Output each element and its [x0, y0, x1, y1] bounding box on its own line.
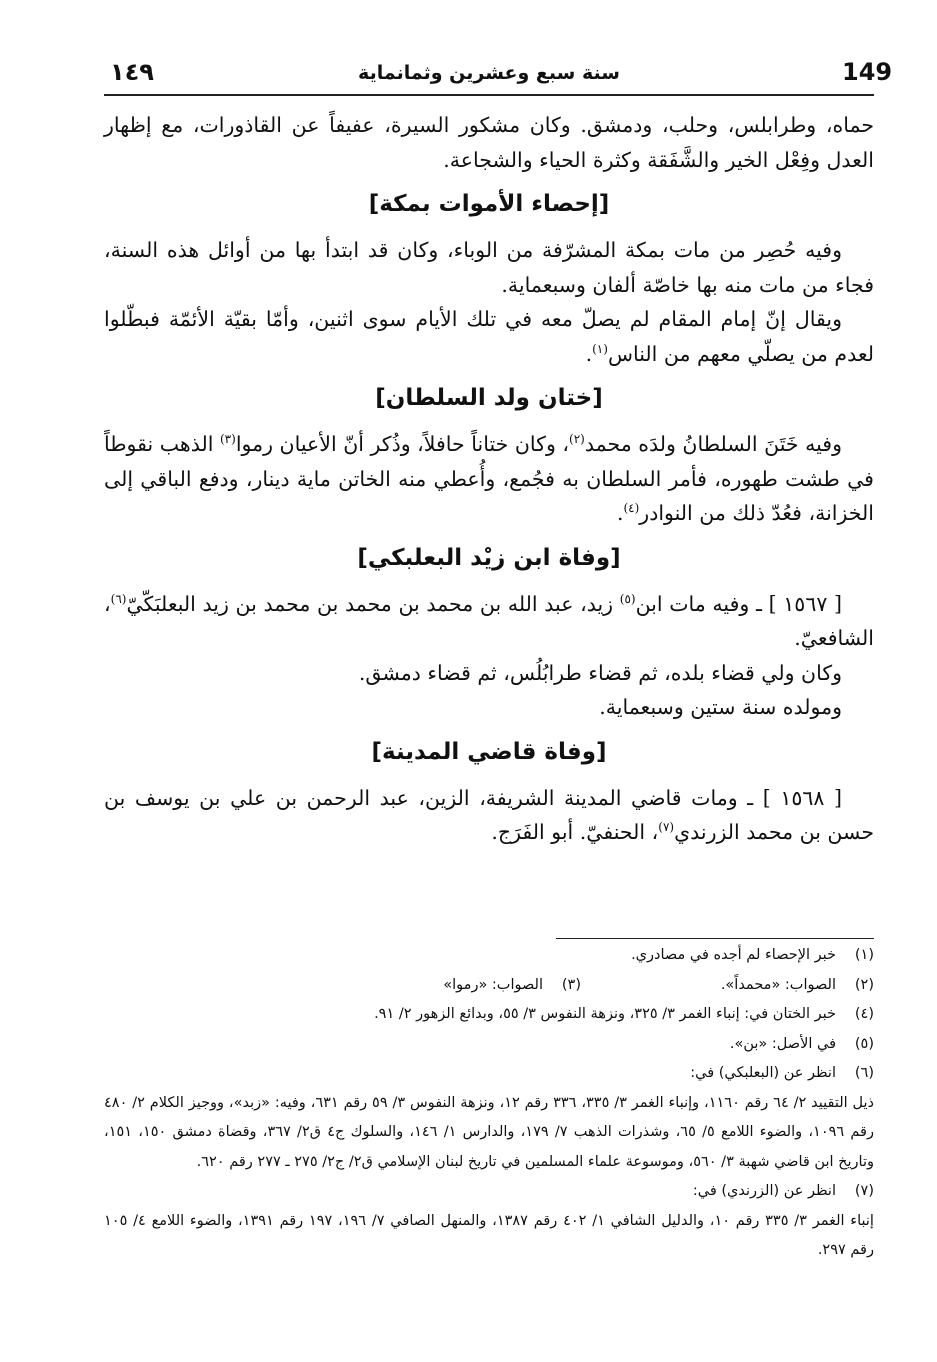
- section-heading: [ختان ولد السلطان]: [375, 385, 603, 411]
- footnote-number: (٣): [561, 976, 581, 993]
- footnote-text: الصواب: «رموا»: [443, 976, 543, 993]
- text-run: ، الشافعيّ.: [104, 591, 874, 650]
- footnote-number: (٧): [854, 1183, 874, 1199]
- footnote-number: (٥): [854, 1035, 874, 1052]
- running-title: سنة سبع وعشرين وثمانماية: [358, 62, 620, 84]
- page-number-arabic: ١٤٩: [110, 58, 154, 86]
- text-run: ، الحنفيّ. أبو الفَرَج.: [491, 820, 659, 844]
- footnote-ref: (٣): [219, 432, 236, 447]
- text-run: .: [585, 341, 593, 366]
- text-run: [ ١٥٦٨ ] ـ ومات قاضي المدينة الشريفة، الزين، عبد الرحمن بن علي بن يوسف بن حسن بن محمد الزرندي: [104, 785, 874, 844]
- footnote-text: خبر الختان في: إنباء الغمر ٣/ ٣٢٥، ونزهة النفوس ٣/ ٥٥، وبدائع الزهور ٢/ ٩١.: [374, 1006, 836, 1022]
- footnote-ref: (٢): [569, 432, 585, 447]
- text-run: وفيه خَتَنَ السلطانُ ولدَه محمد: [584, 432, 843, 456]
- footnote: [104, 1000, 874, 1030]
- footnote-text: في الأصل: «بن».: [729, 1035, 836, 1052]
- footnote-ref: (١): [592, 341, 608, 356]
- footnote-ref: (٥): [619, 591, 636, 606]
- section-heading: [وفاة ابن زيْد البعلبكي]: [357, 544, 621, 571]
- section-heading: [إحصاء الأموات بمكة]: [368, 191, 610, 217]
- footnote-text: انظر عن (الزرندي) في:: [692, 1183, 836, 1199]
- footnote-ref: (٦): [110, 591, 127, 606]
- paragraph: وفيه حُصِر من مات بمكة المشرّفة من الوباء، وكان قد ابتدأ بها من أوائل هذه السنة، فجاء من مات منه بها خاصّة ألفان وسبعماية.: [104, 238, 874, 297]
- footnote-text: الصواب: «محمداً».: [720, 976, 836, 993]
- footnote-continuation: إنباء الغمر ٣/ ٣٣٥ رقم ١٠، والدليل الشافي ١/ ٤٠٢ رقم ١٣٨٧، والمنهل الصافي ٧/ ١٩٦، ١٩٧ رقم ١٣٩١، والضوء اللامع ٤/ ١٠٥ رقم ٢٩٧.: [104, 1212, 874, 1258]
- footnote: [104, 1059, 874, 1089]
- footnote-pair: [104, 971, 874, 1001]
- footnote-text: خبر الإحصاء لم أجده في مصادري.: [631, 947, 836, 963]
- footnotes: [104, 938, 874, 1266]
- section-heading: [وفاة قاضي المدينة]: [371, 738, 607, 765]
- paragraph: [104, 302, 874, 371]
- footnote-number: (١): [854, 947, 874, 963]
- footnote-ref: (٤): [623, 501, 640, 516]
- paragraph: [104, 427, 874, 531]
- footnote-number: (٦): [854, 1065, 874, 1081]
- footnote: [104, 941, 874, 971]
- paragraph: ومولده سنة ستين وسبعماية.: [599, 695, 842, 719]
- text-run: الذهب نقوطاً في طشت طهوره، فأمر السلطان به فجُمع، وأُعطي منه الخاتن ماية دينار، ودفع الباقي إلى الخزانة، فعُدّ ذلك من النوادر: [104, 432, 874, 525]
- text-run: ويقال إنّ إمام المقام لم يصلّ معه في تلك الأيام سوى اثنين، وأمّا بقيّة الأئمّة فبطّلوا لعدم من يصلّي معهم من الناس: [104, 307, 874, 366]
- text-run: ، وكان ختاناً حافلاً، وذُكر أنّ الأعيان رموا: [235, 432, 570, 456]
- entry-paragraph: [104, 587, 874, 656]
- footnote: [104, 1030, 874, 1060]
- footnote: [104, 1177, 874, 1207]
- text-run: .: [616, 501, 624, 525]
- footnote-ref: (٧): [658, 820, 675, 835]
- main-text: [104, 108, 874, 850]
- text-run: [ ١٥٦٧ ] ـ وفيه مات ابن: [635, 591, 843, 616]
- footnote-continuation: ذيل التقييد ٢/ ٦٤ رقم ١١٦٠، وإنباء الغمر ٣/ ٣٣٥، ٣٣٦ رقم ١٢، ونزهة النفوس ٣/ ٥٩ رقم ٦٣١، وفيه: «زبد»، ووجيز الكلام ٢/ ٤٨٠ رقم ١٠٩٦، والضوء اللامع ٥/ ٦٥، وشذرات الذهب ٧/ ١٧٩، والدارس ١/ ١٤٦، والسلوك ج٤ ق٢/ ٣٦٧، وقضاة دمشق ١٥٠، ١٥١، وتاريخ ابن قاضي شهبة ٣/ ٥٦٠، وموسوعة علماء المسلمين في تاريخ لبنان الإسلامي ق٢/ ج٢/ ٢٧٥ ـ ٢٧٧ رقم ٦٢٠.: [104, 1094, 874, 1170]
- text-run: زيد، عبد الله بن محمد بن محمد بن محمد بن زيد البعلبَكّيّ: [126, 591, 620, 616]
- footnote-number: (٢): [854, 976, 874, 993]
- intro-paragraph: حماه، وطرابلس، وحلب، ودمشق. وكان مشكور السيرة، عفيفاً عن القاذورات، مع إظهار العدل وفِعْل الخير والشَّفَقة وكثرة الحياء والشجاعة.: [104, 113, 874, 172]
- footnote-number: (٤): [854, 1006, 874, 1022]
- footnote-divider: [556, 938, 874, 939]
- paragraph: وكان ولي قضاء بلده، ثم قضاء طرابُلُس، ثم قضاء دمشق.: [358, 660, 842, 685]
- entry-paragraph: [104, 781, 874, 850]
- footnote-text: انظر عن (البعلبكي) في:: [690, 1065, 836, 1081]
- page-number-latin: 149: [842, 58, 893, 86]
- page-header: [104, 54, 893, 96]
